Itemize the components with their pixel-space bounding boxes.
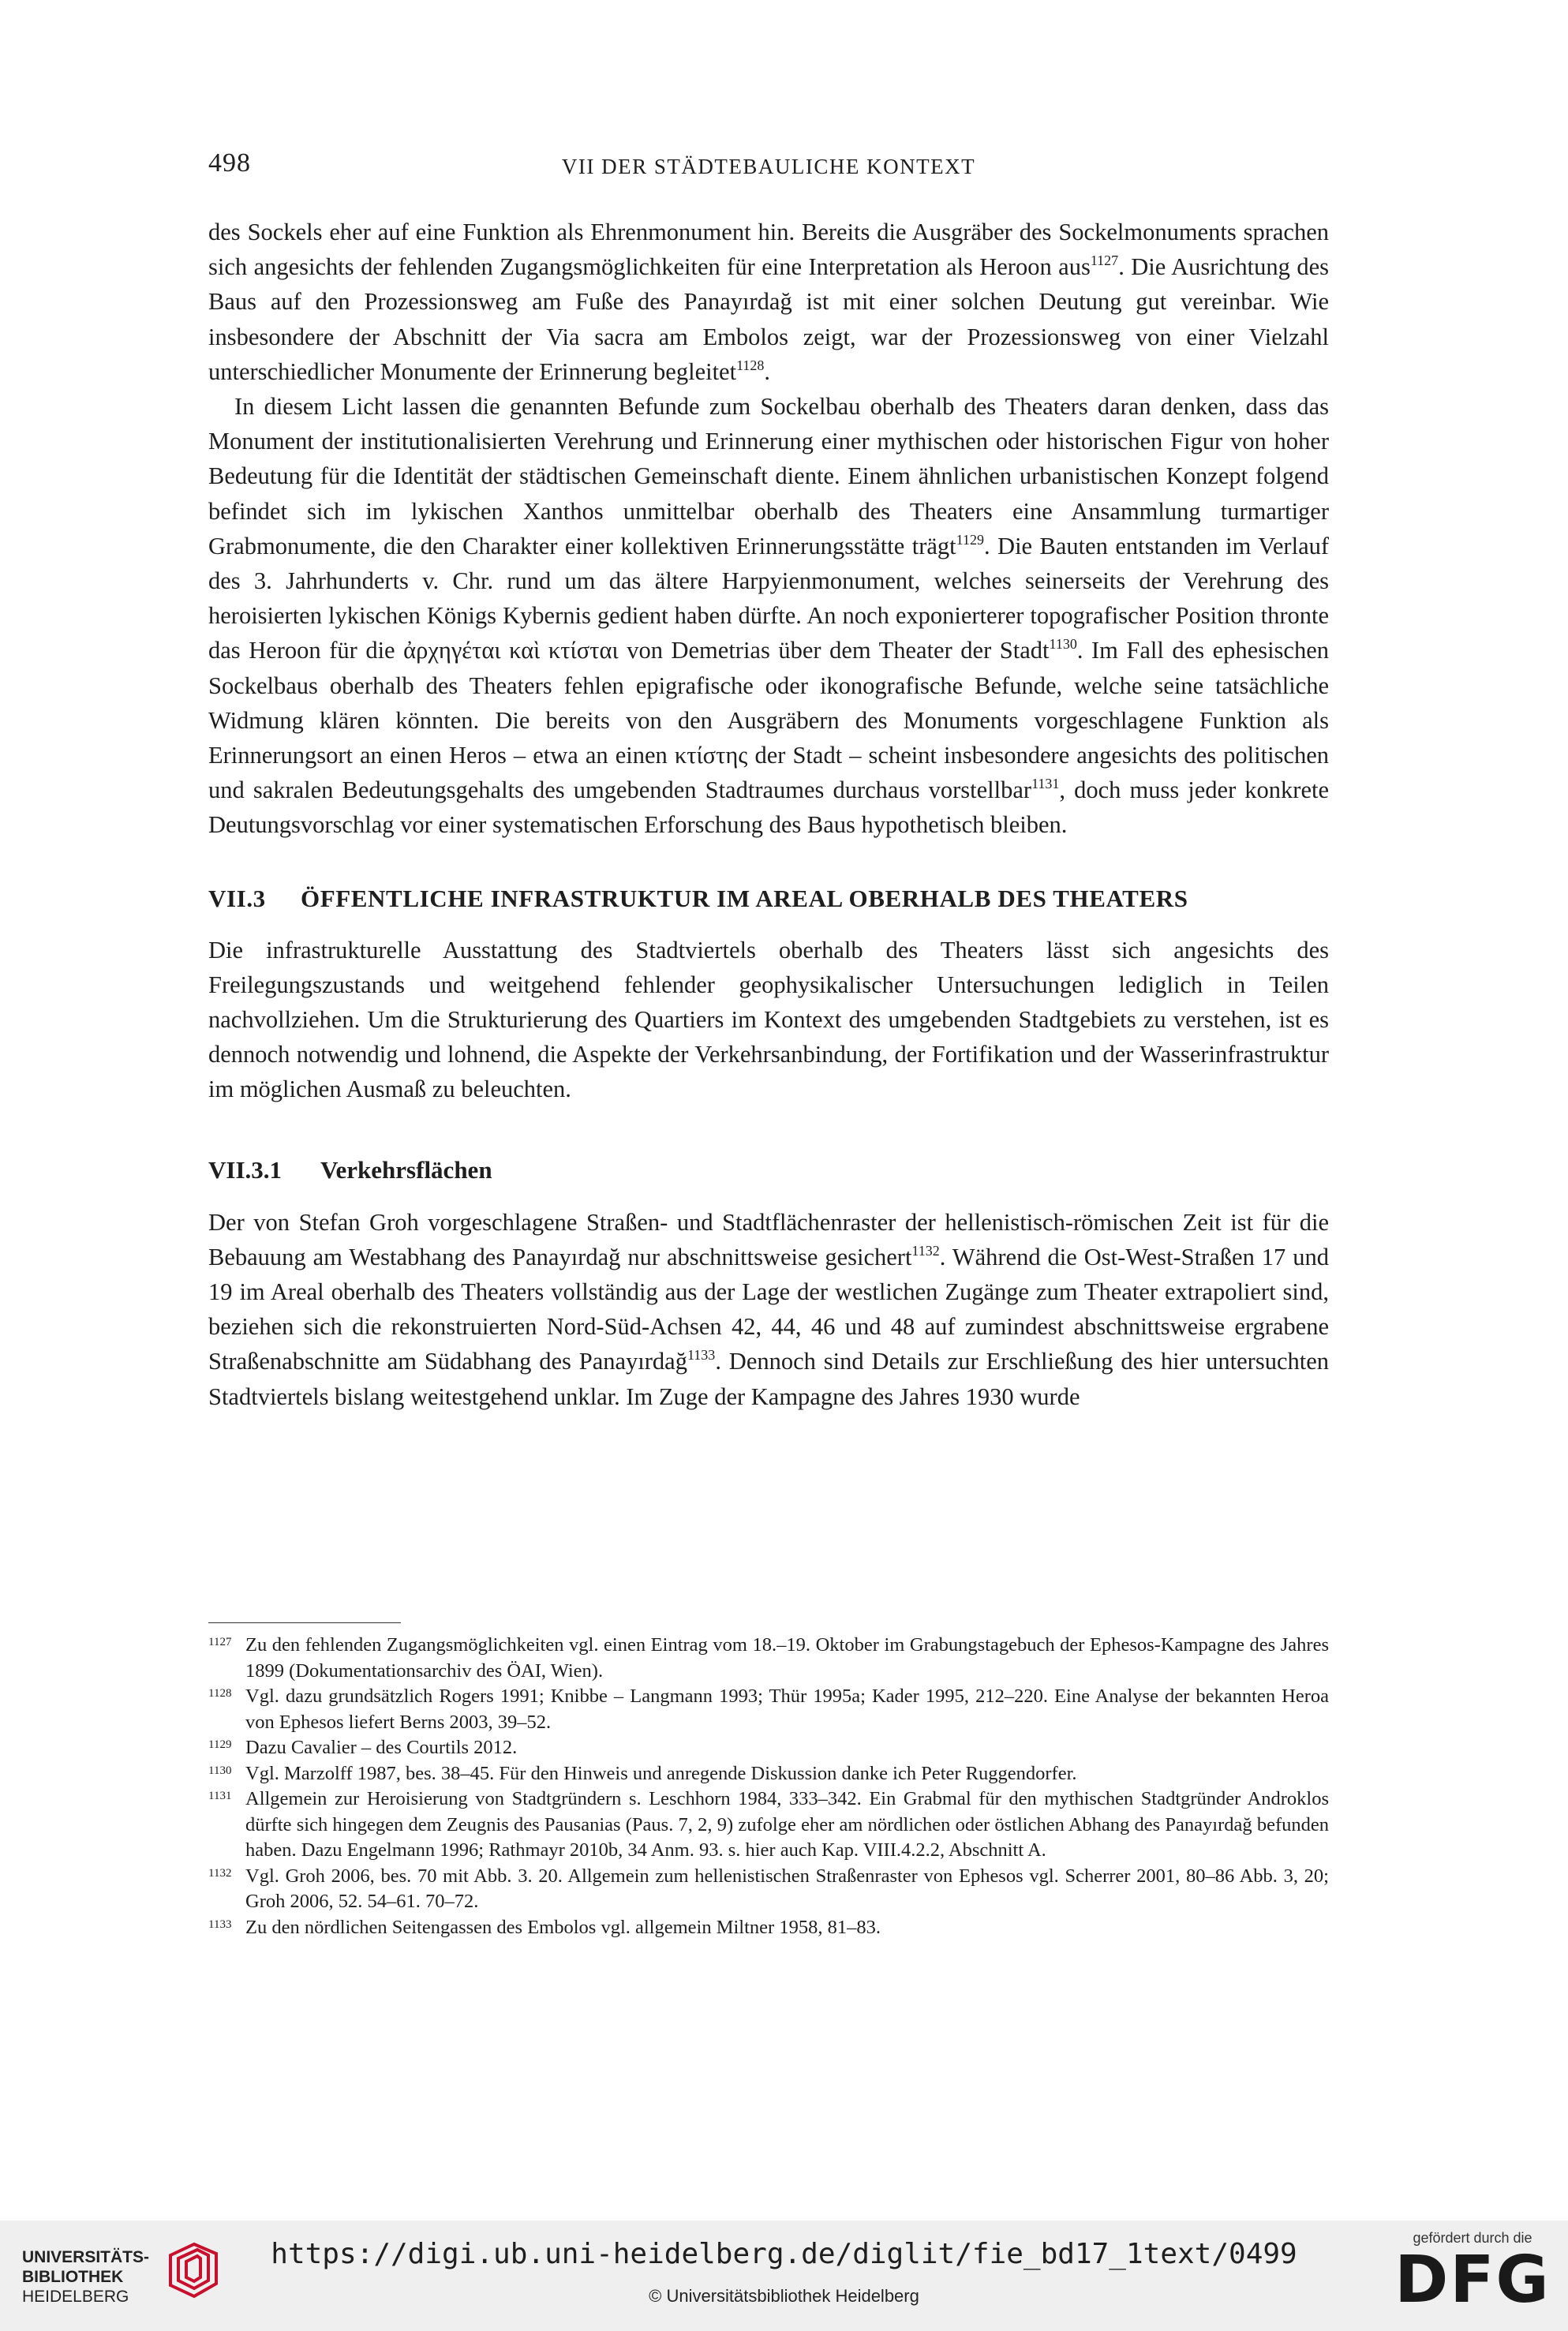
footnote: 1128 Vgl. dazu grundsätzlich Rogers 1991; Knibbe – Langmann 1993; Thür 1995a; Kader 1995, 212–220. Eine Analyse der bekannten Heroa von Ephesos liefert Berns 2003, 39–52. xyxy=(208,1686,1329,1733)
subsection-title: Verkehrsflächen xyxy=(320,1155,492,1184)
footnote-ref-1131[interactable]: 1131 xyxy=(1031,776,1060,792)
funder-caption: gefördert durch die xyxy=(1413,2230,1532,2246)
paragraph-4: Der von Stefan Groh vorgeschlagene Straßen- und Stadtflächenraster der hellenistisch-römischen Zeit ist für die Bebauung am Westabhang des Panayırdağ nur abschnittsweise gesichert$^{1132}$. Während die Ost-West-Straßen 17 und 19 im Areal oberhalb des Theaters vollständig aus der Lage der westlichen Zugänge zum Theater extrapoliert sind, beziehen sich die rekonstruierten Nord-Süd-Achsen 42, 44, 46 und 48 auf zumindest abschnittsweise ergrabene Straßenabschnitte am Südabhang des Panayırdağ$^{1133}$. Dennoch sind Details zur Erschließung des hier untersuchten Stadtviertels bislang weitestgehend unklar. Im Zuge der Kampagne des Jahres 1930 wurde xyxy=(208,1208,1330,1410)
subsection-heading xyxy=(208,1156,1329,1184)
running-head xyxy=(208,148,1329,183)
section-number: VII.3 xyxy=(208,884,266,912)
section-heading xyxy=(208,885,1329,913)
footnote: 1133 Zu den nördlichen Seitengassen des Embolos vgl. allgemein Miltner 1958, 81–83. xyxy=(208,1916,881,1938)
paragraph-2: In diesem Licht lassen die genannten Befunde zum Sockelbau oberhalb des Theaters daran denken, dass das Monument der institutionalisierten Verehrung und Erinnerung einer mythischen oder historischen Figur von hoher Bedeutung für die Identität der städtischen Gemeinschaft diente. Einem ähnlichen urbanistischen Konzept folgend befindet sich im lykischen Xanthos unmittelbar oberhalb des Theaters eine Ansammlung turmartiger Grabmonumente, die den Charakter einer kollektiven Erinnerungsstätte trägt$^{1129}$. Die Bauten entstanden im Verlauf des 3. Jahrhunderts v. Chr. rund um das ältere Harpyienmonument, welches seinerseits der Verehrung des heroisierten lykischen Königs Kybernis gedient haben dürfte. An noch exponierterer topografischer Position thronte das Heroon für die ἀρχηγέται καὶ κτίσται von Demetrias über dem Theater der Stadt$^{1130}$. Im Fall des ephesischen Sockelbaus oberhalb des Theaters fehlen epigrafische oder ikonografische Befunde, welche seine tatsächliche Widmung klären könnten. Die bereits von den Ausgräbern des Monuments vorgeschlagene Funktion als Erinnerungsort an einen Heros – etwa an einen κτίστης der Stadt – scheint insbesondere angesichts des politischen und sakralen Bedeutungsgehalts des umgebenden Stadtraumes durchaus vorstellbar$^{1131}$, doch muss jeder konkrete Deutungsvorschlag vor einer systematischen Erforschung des Baus hypothetisch bleiben. xyxy=(208,393,1330,839)
footnote-divider xyxy=(208,1622,401,1623)
footnote-ref-1132[interactable]: 1132 xyxy=(911,1242,940,1259)
paragraph-3: Die infrastrukturelle Ausstattung des Stadtviertels oberhalb des Theaters lässt sich angesichts des Freilegungszustands und weitgehend fehlender geophysikalischer Untersuchungen lediglich in Teilen nachvollziehen. Um die Strukturierung des Quartiers im Kontext des umgebenden Stadtgebiets zu verstehen, ist es dennoch notwendig und lohnend, die Aspekte der Verkehrsanbindung, der Fortifikation und der Wasserinfrastruktur im möglichen Ausmaß zu beleuchten. xyxy=(208,936,1329,1103)
footnote: 1131 Allgemein zur Heroisierung von Stadtgründern s. Leschhorn 1984, 333–342. Ein Grabmal für den mythischen Stadtgründer Androklos dürfte sich hingegen dem Zeugnis des Pausanias (Paus. 7, 2, 9) zufolge eher am nördlichen oder östlichen Abhang des Panayırdağ befunden haben. Dazu Engelmann 1996; Rathmayr 2010b, 34 Anm. 93. s. hier auch Kap. VIII.4.2.2, Abschnitt A. xyxy=(208,1788,1329,1861)
body-text xyxy=(208,215,1329,1414)
running-title: VII DER STÄDTEBAULICHE KONTEXT xyxy=(561,155,976,178)
footnote-number: 1128 xyxy=(208,1687,232,1700)
page-number: 498 xyxy=(208,148,251,178)
footnote-number: 1127 xyxy=(208,1636,232,1648)
funder-block xyxy=(1394,2230,1551,2325)
footnote: 1132 Vgl. Groh 2006, bes. 70 mit Abb. 3. 20. Allgemein zum hellenistischen Straßenraster von Ephesos vgl. Scherrer 2001, 80–86 Abb. 3, 20; Groh 2006, 52. 54–61. 70–72. xyxy=(208,1865,1329,1912)
page-content xyxy=(208,148,1330,1938)
footnote-ref-1129[interactable]: 1129 xyxy=(956,531,984,548)
footnote-number: 1129 xyxy=(208,1738,232,1751)
copyright-notice: © Universitätsbibliothek Heidelberg xyxy=(649,2286,919,2306)
library-name: UNIVERSITÄTS- BIBLIOTHEK HEIDELBERG xyxy=(22,2248,150,2306)
footnote: 1127 Zu den fehlenden Zugangsmöglichkeiten vgl. einen Eintrag vom 18.–19. Oktober im Grabungstagebuch der Ephesos-Kampagne des Jahres 1899 (Dokumentationsarchiv des ÖAI, Wien). xyxy=(208,1634,1329,1682)
footnote: 1130 Vgl. Marzolff 1987, bes. 38–45. Für den Hinweis und anregende Diskussion danke ich Peter Ruggendorfer. xyxy=(208,1762,1077,1784)
footnote-number: 1130 xyxy=(208,1764,232,1777)
footnote-ref-1133[interactable]: 1133 xyxy=(687,1347,716,1364)
paragraph-1: des Sockels eher auf eine Funktion als Ehrenmonument hin. Bereits die Ausgräber des Sockelmonuments sprachen sich angesichts der fehlenden Zugangsmöglichkeiten für eine Interpretation als Heroon aus$^{1127}$. Die Ausrichtung des Baus auf den Prozessionsweg am Fuße des Panayırdağ ist mit einer solchen Deutung gut vereinbar. Wie insbesondere der Abschnitt der Via sacra am Embolos zeigt, war der Prozessionsweg von einer Vielzahl unterschiedlicher Monumente der Erinnerung begleitet$^{1128}$. xyxy=(208,219,1329,385)
section-title: ÖFFENTLICHE INFRASTRUKTUR IM AREAL OBERHALB DES THEATERS xyxy=(301,884,1188,912)
dfg-logo: DFG xyxy=(1394,2243,1551,2318)
page-url[interactable]: https://digi.ub.uni-heidelberg.de/diglit/fie_bd17_1text/0499 xyxy=(271,2238,1297,2270)
footnotes xyxy=(208,1622,1329,1940)
footnote-ref-1127[interactable]: 1127 xyxy=(1090,253,1119,269)
footnote-number: 1131 xyxy=(208,1790,232,1802)
footnote-ref-1130[interactable]: 1130 xyxy=(1049,636,1077,653)
footnote-number: 1132 xyxy=(208,1866,232,1880)
footnote-ref-1128[interactable]: 1128 xyxy=(736,357,765,373)
subsection-number: VII.3.1 xyxy=(208,1155,283,1184)
footnote: 1129 Dazu Cavalier – des Courtils 2012. xyxy=(208,1737,518,1758)
footnote-number: 1133 xyxy=(208,1918,232,1931)
